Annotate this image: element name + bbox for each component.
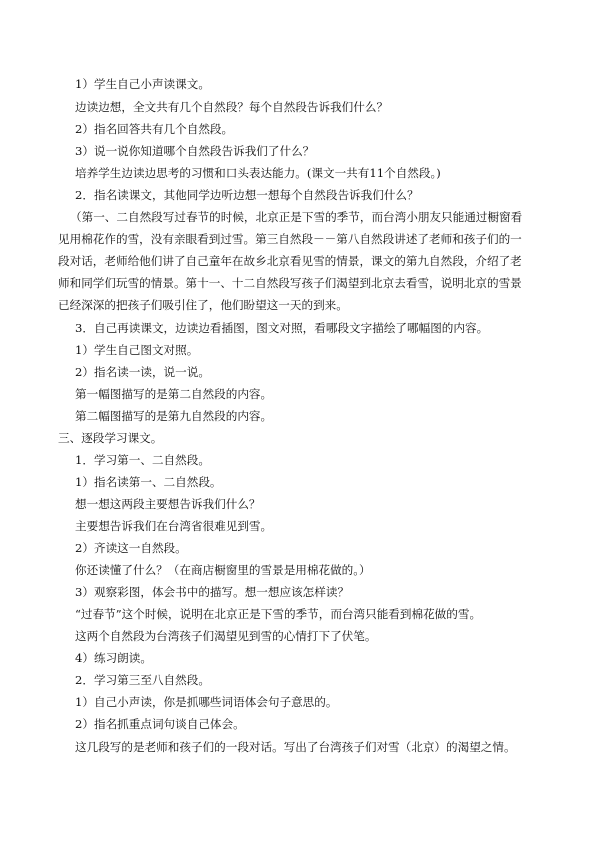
text-line: 见用棉花作的雪，没有亲眼看到过雪。第三自然段－－第八自然段讲述了老师和孩子们的一 — [58, 232, 522, 246]
text-line: 主要想告诉我们在台湾省很难见到雪。 — [75, 519, 273, 533]
text-line: 3．自己再读课文，边读边看插图，图文对照，看哪段文字描绘了哪幅图的内容。 — [75, 321, 489, 335]
text-line: 3）观察彩图，体会书中的描写。想一想应该怎样读？ — [75, 585, 350, 599]
text-line: 1）学生自己图文对照。 — [75, 343, 199, 357]
text-line: 培养学生边读边思考的习惯和口头表达能力。(课文一共有11个自然段。) — [75, 166, 441, 180]
text-line: 4）练习朗读。 — [75, 651, 152, 665]
text-line: 1）指名读第一、二自然段。 — [75, 475, 222, 489]
text-line: 这几段写的是老师和孩子们的一段对话。写出了台湾孩子们对雪（北京）的渴望之情。 — [75, 740, 516, 754]
text-line: 1）学生自己小声读课文。 — [75, 77, 210, 91]
text-line: 2）指名读一读，说一说。 — [75, 365, 210, 379]
text-line: 第二幅图描写的是第九自然段的内容。 — [75, 409, 273, 423]
text-line: 1）自己小声读，你是抓哪些词语体会句子意思的。 — [75, 695, 338, 709]
text-line: 想一想这两段主要想告诉我们什么？ — [75, 497, 261, 511]
text-line: 你还读懂了什么？（在商店橱窗里的雪景是用棉花做的。） — [75, 563, 371, 577]
text-line: 2．学习第三至八自然段。 — [75, 673, 210, 687]
text-line: 2）指名抓重点词句谈自己体会。 — [75, 717, 245, 731]
text-line: 2）齐读这一自然段。 — [75, 541, 187, 555]
text-line: 边读边想，全文共有几个自然段？每个自然段告诉我们什么？ — [75, 100, 389, 114]
text-line: （第一、二自然段写过春节的时候，北京正是下雪的季节，而台湾小朋友只能通过橱窗看 — [70, 210, 523, 224]
text-line: 2）指名回答共有几个自然段。 — [75, 122, 234, 136]
text-line: “过春节”这个时候，说明在北京正是下雪的季节，而台湾只能看到棉花做的雪。 — [75, 607, 482, 621]
text-line: 第一幅图描写的是第二自然段的内容。 — [75, 387, 273, 401]
section-heading: 三、逐段学习课文。 — [58, 431, 163, 445]
text-line: 1．学习第一、二自然段。 — [75, 453, 210, 467]
text-line: 2．指名读课文，其他同学边听边想一想每个自然段告诉我们什么？ — [75, 188, 419, 202]
text-line: 3）说一说你知道哪个自然段告诉我们了什么？ — [75, 144, 315, 158]
text-line: 师和同学们玩雪的情景。第十一、十二自然段写孩子们渴望到北京去看雪，说明北京的雪景 — [58, 276, 522, 290]
text-line: 这两个自然段为台湾孩子们渴望见到雪的心情打下了伏笔。 — [75, 629, 377, 643]
text-line: 已经深深的把孩子们吸引住了，他们盼望这一天的到来。 — [58, 298, 348, 312]
text-line: 段对话，老师给他们讲了自己童年在故乡北京看见雪的情景，课文的第九自然段，介绍了老 — [58, 254, 522, 268]
